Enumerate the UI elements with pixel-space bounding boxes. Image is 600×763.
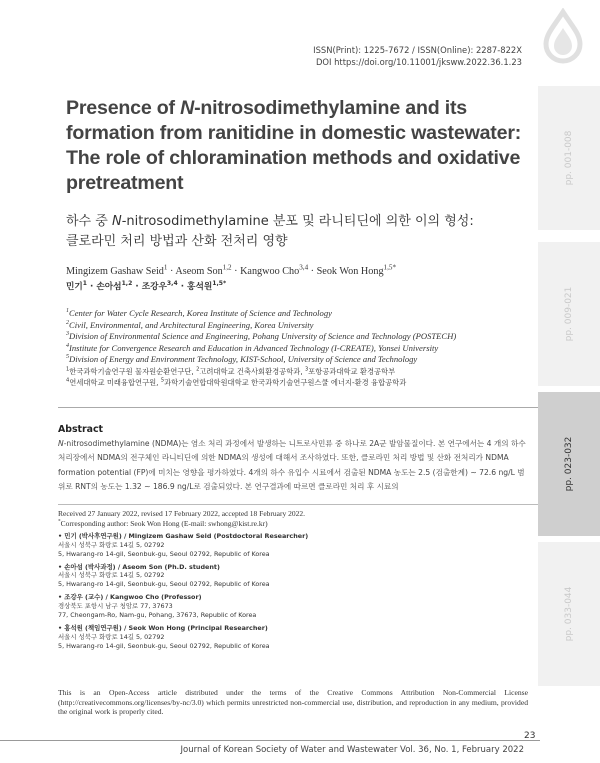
profile-address-korean: 서울시 성북구 화랑로 14길 5, 02792 [58,540,165,549]
side-tab-pp-023-032[interactable]: pp. 023-032 [538,392,600,536]
affiliation-text: Division of Energy and Environment Technology, KIST-School, University of Science and Technology [69,354,418,364]
authors-korean [66,280,226,292]
profile-address-korean: 서울시 성북구 화랑로 14길 5, 02792 [58,632,165,641]
journal-logo-icon [534,8,592,66]
side-tab-pp-009-021[interactable]: pp. 009-021 [538,242,600,386]
issn-doi-header [313,44,522,68]
affiliation-mark: 2 [66,319,70,326]
affiliation-korean-line [66,377,526,389]
author-name: 홍석원 [187,282,213,292]
author-name: Aseom Son [175,266,223,277]
abstract-heading: Abstract [58,424,104,435]
affiliation-text-korean: 과학기술연합대학원대학교 한국과학기술연구원스쿨 에너지-환경 융합공학과 [164,378,407,387]
author-name: Seok Won Hong [316,266,384,277]
affiliation-text-korean: 연세대학교 미래융합연구원, [69,378,161,387]
affiliation-mark: 4 [66,342,70,349]
affiliation-text-korean: 포항공과대학교 환경공학부 [308,366,396,376]
author-profiles [58,532,528,655]
affiliation-text-korean: 한국과학기술연구원 물자원순환연구단, [69,366,197,376]
profile-address-korean: 서울시 성북구 화랑로 14길 5, 02792 [58,571,165,580]
divider [58,407,538,408]
paper-title-korean: 하수 중 N-nitrosodimethylamine 분포 및 라니티딘에 의한 이의 형성: 클로라민 처리 방법과 산화 전처리 영향 [66,214,474,249]
author-affiliation-mark: 1,2 [121,280,133,288]
affiliation-text: Institute for Convergence Research and Education in Advanced Technology (I-CREATE), Yonsei University [69,342,439,353]
profile-address-english: 5, Hwarang-ro 14-gil, Seonbuk-gu, Seoul 02792, Republic of Korea [58,549,270,558]
author-separator: · [87,282,97,292]
affiliation-mark: 3 [304,366,309,373]
received-info [58,509,305,529]
profile-name: • 홍석원 (책임연구원) / Seok Won Hong (Principal Researcher) [58,624,268,633]
affiliation-text: Division of Environmental Science and Engineering, Pohang University of Science and Technology (POSTECH) [69,331,457,341]
affiliation-mark: 4 [66,377,70,384]
author-separator: · [167,266,176,277]
paper-title: Presence of N-nitrosodimethylamine and its formation from ranitidine in domestic wastewater: The role of chloramination methods and oxidative pretreatment [66,97,522,194]
affiliation-mark: 3 [66,331,70,338]
author-affiliation-mark: 1 [163,263,168,272]
author-affiliation-mark: 1 [82,280,88,288]
footer-divider [0,740,540,741]
affiliation-mark: 2 [196,366,200,373]
profile-address-english: 77, Cheongam-Ro, Nam-gu, Pohang, 37673, Republic of Korea [58,610,257,619]
page-number: 23 [524,731,536,741]
affiliation-korean-line [66,366,526,378]
author-name: Mingizem Gashaw Seid [66,266,164,277]
author-separator: · [308,266,317,277]
side-tab-pp-033-044[interactable]: pp. 033-044 [538,542,600,686]
author-affiliation-mark: 1,2 [222,263,232,272]
profile-name: • 조강우 (교수) / Kangwoo Cho (Professor) [58,593,202,602]
author-affiliation-mark: 3,4 [299,263,309,272]
author-affiliation-mark: 1,5* [383,263,397,272]
author-separator: · [231,266,241,277]
author-name: 민기 [66,282,83,292]
received-dates: Received 27 January 2022, revised 17 February 2022, accepted 18 February 2022. [58,509,306,518]
affiliation-mark: 5 [66,354,70,361]
affiliation-line [66,331,526,343]
affiliation-text-korean: 고려대학교 건축사회환경공학과, [199,366,305,376]
doi-line: DOI https://doi.org/10.11001/jksww.2022.36.1.23 [315,57,522,67]
author-separator: · [132,282,142,292]
corresponding-author: *Corresponding author: Seok Won Hong (E-mail: swhong@kist.re.kr) [58,518,268,528]
affiliation-mark: 1 [66,308,70,315]
affiliation-line [66,343,526,355]
affiliation-text: Civil, Environmental, and Architectural Engineering, Korea University [69,319,314,330]
author-profile [58,593,528,619]
affiliation-mark: 1 [66,366,70,373]
profile-address-korean: 경상북도 포항시 남구 청암로 77, 37673 [58,602,173,611]
affiliations [66,308,526,389]
issn-line: ISSN(Print): 1225-7672 / ISSN(Online): 2287-822X [313,45,522,55]
profile-address-english: 5, Hwarang-ro 14-gil, Seonbuk-gu, Seoul 02792, Republic of Korea [58,641,270,650]
profile-name: • 손아섬 (박사과정) / Aseom Son (Ph.D. student) [58,562,220,571]
author-profile [58,532,528,558]
side-tab-pp-001-008[interactable]: pp. 001-008 [538,86,600,230]
license-text: This is an Open-Access article distributed under the terms of the Creative Commons Attribution Non-Commercial License (http://creativecommons.org/licenses/by-nc/3.0) which permits unrestricted non-commercial use, distribution, and reproduction in any medium, provided the original work is properly cited. [58,688,528,717]
author-name: 손아섬 [96,282,122,292]
author-affiliation-mark: 1,5* [212,280,227,288]
author-profile [58,563,528,589]
divider [58,504,538,505]
profile-name: • 민기 (박사후연구원) / Mingizem Gashaw Seid (Postdoctoral Researcher) [58,532,309,540]
affiliation-line [66,308,526,320]
author-separator: · [177,282,188,292]
affiliation-mark: 5 [160,377,165,384]
author-name: 조강우 [141,282,167,292]
profile-address-english: 5, Hwarang-ro 14-gil, Seonbuk-gu, Seoul 02792, Republic of Korea [58,580,270,589]
affiliation-text: Center for Water Cycle Research, Korea Institute of Science and Technology [69,308,332,318]
affiliation-line [66,354,526,366]
affiliation-line [66,320,526,332]
authors-english [66,263,397,277]
author-affiliation-mark: 3,4 [166,280,178,288]
author-profile [58,624,528,650]
journal-footer: Journal of Korean Society of Water and Wastewater Vol. 36, No. 1, February 2022 [180,745,524,755]
author-name: Kangwoo Cho [240,266,300,277]
abstract-body: N-nitrosodimethylamine (NDMA)는 염소 처리 과정에서 발생하는 니트로사민류 중 하나로 2A군 발암물질이다. 본 연구에서는 4 개의 하수처리장에서 NDMA의 전구체인 라니티딘에 의한 NDMA의 생성에 대해서 조사하였다. 또한, 클로라민 처리 방법 및 산화 전처리가 NDMA formation potential (FP)에 미치는 영향을 평가하였다. 4개의 하수 유입수 시료에서 검출된 NDMA 농도는 2.5 (검출한계) ~ 72.6 ng/L 범위로 RNT의 농도는 1.32 ~ 186.9 ng/L로 검출되었다. 본 연구결과에 따르면 클로라민 처리 후 시료의 [58,439,526,491]
